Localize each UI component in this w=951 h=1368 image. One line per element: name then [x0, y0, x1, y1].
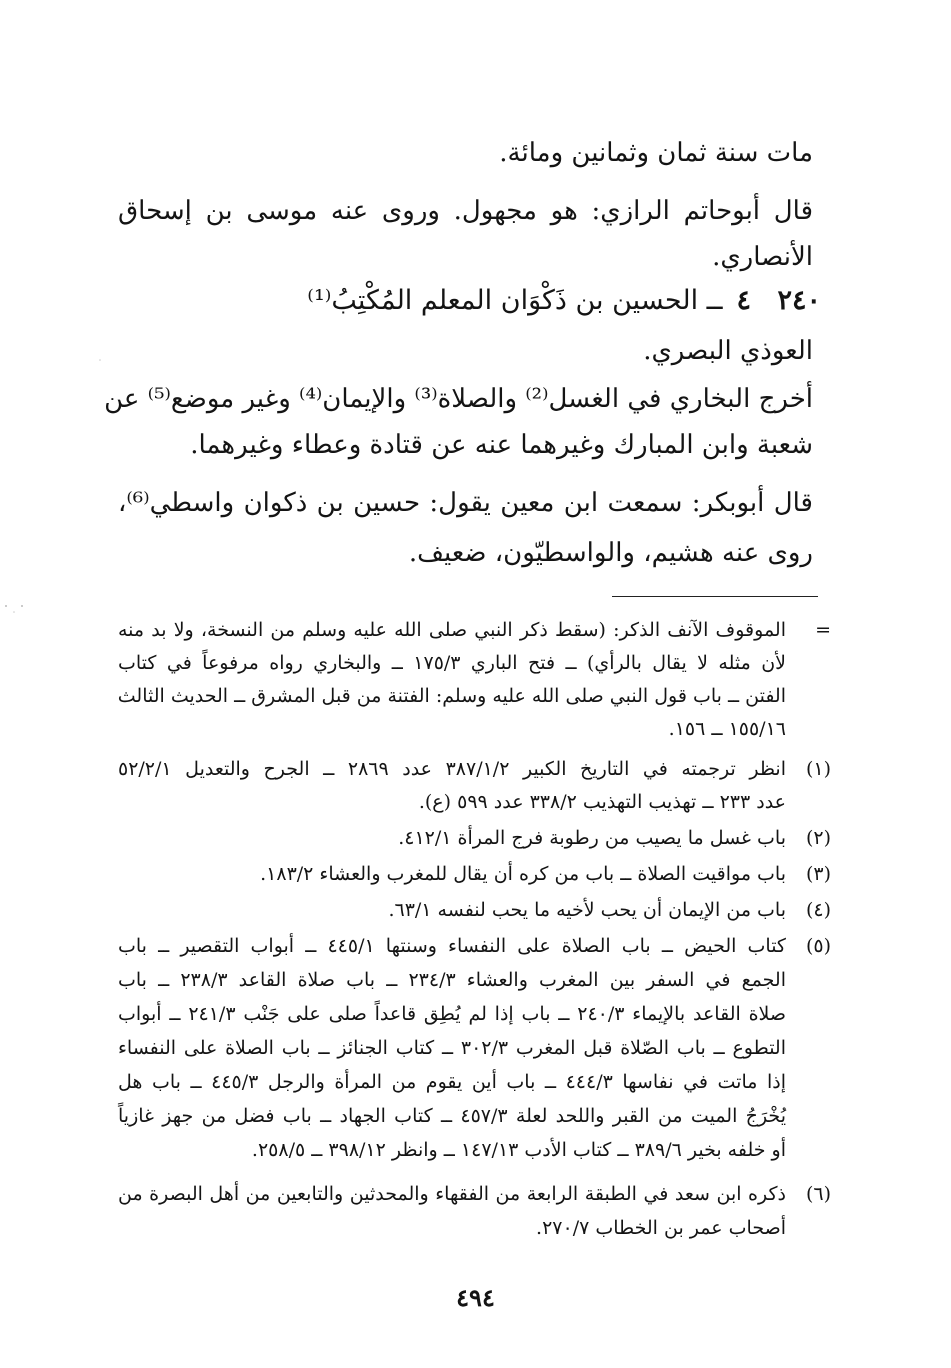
- entry-sub-number: ٤: [736, 285, 751, 316]
- footnote-line: باب من الإيمان أن يحب لأخيه ما يحب لنفسه ٦٣/١.: [388, 899, 786, 921]
- body-line-abu-hatim: قال أبوحاتم الرازي: هو مجهول. وروى عنه موسى بن إسحاق: [118, 196, 813, 226]
- footnote-line: ذكره ابن سعد في الطبقة الرابعة من الفقهاء والمحدثين والتابعين من أهل البصرة من: [118, 1183, 786, 1205]
- footnote-marker-continuation: =: [815, 619, 831, 641]
- footnote-line: أصحاب عمر بن الخطاب ٢٧٠/٧.: [536, 1217, 786, 1239]
- body-line-ansari: الأنصاري.: [712, 242, 813, 272]
- entry-heading-text: ــ الحسين بن ذَكْوَان المعلم المُكْتِبُ⁽¹⁾: [307, 285, 723, 316]
- body-line-bukhari: أخرج البخاري في الغسل⁽²⁾ والصلاة⁽³⁾ والإيمان⁽⁴⁾ وغير موضع⁽⁵⁾ عن: [104, 384, 813, 414]
- footnote-line: الجمع في السفر بين المغرب والعشاء ٢٣٤/٣ ــ باب صلاة القاعد ٢٣٨/٣ ــ باب: [118, 969, 786, 991]
- footnote-marker-3: (٣): [805, 863, 831, 885]
- footnote-marker-6: (٦): [805, 1183, 831, 1205]
- body-line-shuba: شعبة وابن المبارك وغيرهما عنه عن قتادة وعطاء وغيرهما.: [190, 430, 813, 460]
- footnote-marker-5: (٥): [805, 935, 831, 957]
- footnote-line: إذا ماتت في نفاسها ٤٤٤/٣ ــ باب أين يقوم من المرأة والرجل ٤٤٥/٣ ــ باب هل: [118, 1071, 786, 1093]
- body-line-death-year: مات سنة ثمان وثمانين ومائة.: [499, 138, 813, 168]
- page-number: ٤٩٤: [456, 1283, 495, 1312]
- footnote-line: انظر ترجمته في التاريخ الكبير ٣٨٧/١/٢ عدد ٢٨٦٩ ــ الجرح والتعديل ٥٢/٢/١: [118, 758, 786, 780]
- footnote-marker-4: (٤): [805, 899, 831, 921]
- footnote-line: ١٥٥/١٦ ــ ١٥٦.: [668, 718, 786, 740]
- footnote-line: الموقوف الآنف الذكر: (سقط ذكر النبي صلى الله عليه وسلم من النسخة، ولا بد منه: [118, 619, 786, 641]
- footnote-marker-1: (١): [805, 758, 831, 780]
- footnote-line: عدد ٢٣٣ ــ تهذيب التهذيب ٣٣٨/٢ عدد ٥٩٩ (ع).: [418, 791, 786, 813]
- footnote-line: كتاب الحيض ــ باب الصلاة على النفساء وسنتها ٤٤٥/١ ــ أبواب التقصير ــ باب: [118, 935, 786, 957]
- footnote-marker-2: (٢): [805, 827, 831, 849]
- body-line-nisba: العوذي البصري.: [643, 336, 813, 366]
- footnote-line: التطوع ــ باب الصّلاة قبل المغرب ٣٠٢/٣ ــ كتاب الجنائز ــ باب الصلاة على النفساء: [118, 1037, 786, 1059]
- footnote-line: لأن مثله لا يقال بالرأي) ــ فتح الباري ١٧٥/٣ ــ والبخاري رواه مرفوعاً في كتاب: [118, 652, 787, 674]
- footnote-line: باب مواقيت الصلاة ــ باب من كره أن يقال للمغرب والعشاء ١٨٣/٢.: [260, 863, 786, 885]
- body-line-hushaym: روى عنه هشيم، والواسطيّون، ضعيف.: [408, 538, 813, 568]
- footnote-line: صلاة القاعد بالإيماء ٢٤٠/٣ ــ باب إذا لم يُطِق قاعداً صلى على جَنْب ٢٤١/٣ ــ أبواب: [118, 1003, 787, 1025]
- footnote-line: باب غسل ما يصيب من رطوبة فرج المرأة ٤١٢/١.: [398, 827, 786, 849]
- footnote-line: الفتن ــ باب قول النبي صلى الله عليه وسلم: الفتنة من قبل المشرق ــ الحديث الثالث: [117, 685, 786, 707]
- entry-number-main: ٢٤٠: [777, 285, 821, 316]
- footnote-line: أو خلفه بخير ٣٨٩/٦ ــ كتاب الأدب ١٤٧/١٣ ــ وانظر ٣٩٨/١٢ ــ ٢٥٨/٥.: [251, 1139, 786, 1161]
- footnote-line: يُخْرَجُ الميت من القبر واللحد لعلة ٤٥٧/٣ ــ كتاب الجهاد ــ باب فضل من جهز غازياً: [118, 1105, 786, 1127]
- body-line-abu-bakr: قال أبوبكر: سمعت ابن معين يقول: حسين بن ذكوان واسطي⁽⁶⁾،: [118, 488, 813, 518]
